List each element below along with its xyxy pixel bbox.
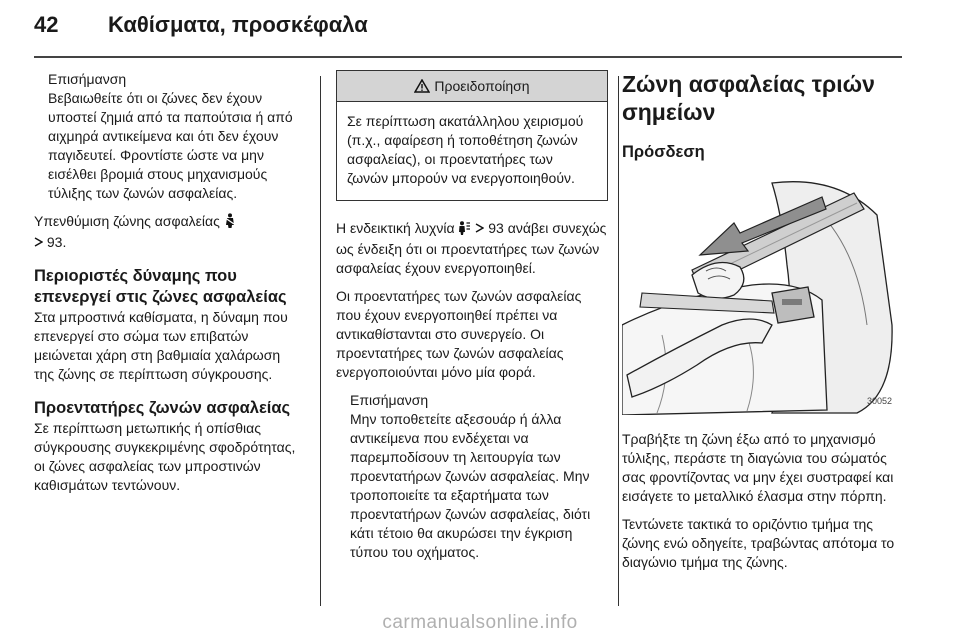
- figure-number: 30052: [866, 396, 892, 406]
- replacement-text: Οι προεντατήρες των ζωνών ασφαλείας που έχουν ενεργοποιηθεί πρέπει να αντικαθίστανται στο συνεργείο. Οι προεντατήρες των ζωνών ασφαλείας ενεργοποιούνται μόνο μία φορά.: [336, 288, 582, 380]
- reference-arrow-icon: [475, 219, 484, 238]
- seatbelt-reminder-icon: [224, 213, 236, 233]
- reminder-paragraph: [34, 212, 304, 252]
- fastening-text: Τραβήξτε τη ζώνη έξω από το μηχανισμό τύλιξης, περάστε τη διαγώνια του σώματός σας φροντίζοντας να μην έχει συστραφεί και εισάγετε το μεταλλικό έλασμα στην πόρπη.: [622, 431, 894, 504]
- column-divider-1: [320, 76, 321, 606]
- heading-pretensioners: Προεντατήρες ζωνών ασφαλείας: [34, 399, 291, 417]
- note-title: Επισήμανση: [48, 71, 127, 87]
- lamp-text-end: ανάβει συνεχώς ως ένδειξη ότι οι προεντατήρες των ζωνών ασφαλείας έχουν ενεργοποιηθεί.: [336, 220, 607, 276]
- column-divider-2: [618, 76, 619, 606]
- lamp-paragraph: [336, 219, 608, 278]
- subheading-fastening: Πρόσδεση: [622, 143, 705, 161]
- column-1: [34, 70, 304, 504]
- column-2: [336, 70, 608, 571]
- watermark: carmanualsonline.info: [382, 612, 578, 633]
- warning-header: [337, 71, 607, 102]
- lamp-page-ref: 93: [488, 220, 504, 236]
- section-heading: Ζώνη ασφαλείας τριών σημείων: [622, 71, 875, 125]
- reminder-page-ref: 93.: [46, 234, 67, 250]
- page-title: Καθίσματα, προσκέφαλα: [108, 12, 368, 37]
- note-damage: [34, 70, 304, 203]
- note-text: Βεβαιωθείτε ότι οι ζώνες δεν έχουν υποστεί ζημιά από τα παπούτσια ή από αιχμηρά αντικείμενα και ότι δεν έχουν παγιδευτεί. Φροντίστε ώστε να μην εισέλθει βρομιά στους μηχανισμούς τύλιξης των ζωνών ασφαλείας.: [48, 90, 293, 201]
- warning-text: Σε περίπτωση ακατάλληλου χειρισμού (π.χ., αφαίρεση ή τοποθέτηση ζωνών ασφαλείας), οι προεντατήρες των ζωνών μπορούν να ενεργοποιηθούν.: [347, 113, 584, 186]
- heading-force-limiters: Περιοριστές δύναμης που επενεργεί στις ζώνες ασφαλείας: [34, 267, 287, 306]
- note-text: Μην τοποθετείτε αξεσουάρ ή άλλα αντικείμενα που ενδέχεται να παρεμποδίσουν τη λειτουργία των προεντατήρων ζωνών ασφαλείας. Μην τροποποιείτε τα εξαρτήματα των προεντατήρων ζωνών ασφαλείας, διότι κάτι τέτοιο θα ακυρώσει την έγκριση τύπου του οχήματος.: [350, 411, 591, 560]
- reference-arrow-icon: [34, 233, 43, 252]
- warning-triangle-icon: [414, 73, 430, 103]
- warning-title: Προειδοποίηση: [434, 78, 530, 94]
- page-number: 42: [34, 12, 59, 37]
- header-divider: [34, 56, 902, 58]
- page-header: [34, 12, 902, 48]
- note-title: Επισήμανση: [350, 392, 429, 408]
- pretensioners-text: Σε περίπτωση μετωπικής ή οπίσθιας σύγκρουσης συγκεκριμένης σφοδρότητας, οι ζώνες ασφαλείας των μπροστινών καθισμάτων τεντώνουν.: [34, 420, 296, 493]
- force-limiters-text: Στα μπροστινά καθίσματα, η δύναμη που επενεργεί στο σώμα των επιβατών μειώνεται χάρη στη βαθμιαία χαλάρωση της ζώνης σε περίπτωση σύγκρουσης.: [34, 309, 288, 382]
- seatbelt-illustration: [622, 175, 896, 415]
- lamp-text-start: Η ενδεικτική λυχνία: [336, 220, 455, 236]
- reminder-text: Υπενθύμιση ζώνης ασφαλείας: [34, 213, 220, 229]
- tension-text: Τεντώνετε τακτικά το οριζόντιο τμήμα της ζώνης ενώ οδηγείτε, τραβώντας απότομα το διαγώνιο τμήμα της ζώνης.: [622, 516, 895, 570]
- warning-box: [336, 70, 608, 201]
- pretensioner-lamp-icon: [458, 221, 471, 240]
- column-3: [622, 70, 900, 581]
- note-accessories: [336, 391, 608, 562]
